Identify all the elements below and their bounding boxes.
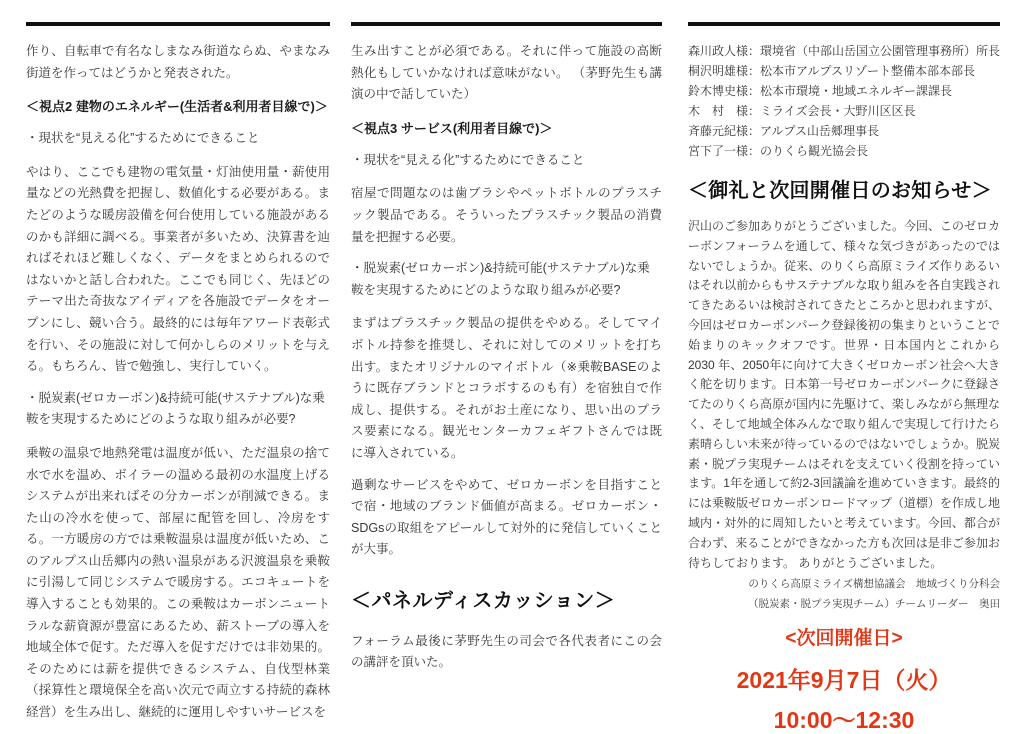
paragraph-insulation: 生み出すことが必須である。それに伴って施設の高断熱化もしていかなければ意味がない。 （茅野先生も講演の中で話していた）: [351, 44, 662, 102]
column-top-rule: [351, 22, 662, 26]
paragraph-continuation: 作り、自転車で有名なしまなみ街道ならぬ、やまなみ街道を作ってはどうかと発表された。: [26, 44, 330, 80]
column-top-rule: [26, 22, 330, 26]
thanks-announcement-heading: ＜御礼と次回開催日のお知らせ＞: [688, 180, 992, 202]
viewpoint3-heading: ＜視点3 サービス(利用者目線で)＞: [351, 120, 553, 136]
next-session-time: 10:00～12:30: [773, 707, 915, 734]
viewpoint2-heading: ＜視点2 建物のエネルギー(生活者&利用者目線で)＞: [26, 99, 328, 115]
attendee-row: 桐沢明雄様：松本市アルプスリゾート整備本部本部長: [688, 64, 976, 78]
paragraph-thanks: 沢山のご参加ありがとうございました。今回、このゼロカーボンフォーラムを通して、様々な気づきがあったのではないでしょうか。従来、のりくら高原ミライズ作りあるいはそれ以前からもサステナブルな取り組みを各自実践されてきたあるいは検討されてきたところかと思われますが、今回はゼロカーボンパーク登録後初の集まりということで始まりのキックオフです。世界・日本国内とこれから2030 年、2050年に向けて大きくゼロカーボン社会へ大きく舵を切ります。日本第一号ゼロカーボンパークに登録さてたのりくら高原が国内に先駆けて、楽しみながら無理なく、そして地域全体みんなで取り組んで実現して行けたら素晴らしい未来が待っているのではないでしょうか。脱炭素・脱プラ実現チームはそれを支えていく役割を持っています。1年を通して約2-3回議論を進めていきます。最終的には乗鞍版ゼロカーボンロードマップ（道標）を作成し地域内・対外的に周知したいと考えています。今回、都合が合わず、来ることができなかった方も次回は是非ご参加お待ちしております。 ありがとうございました。: [688, 219, 1001, 570]
signature-organization: のりくら高原ミライズ構想協議会 地域づくり分科会: [748, 578, 1000, 591]
bullet-zero-carbon-initiatives: ・脱炭素(ゼロカーボン)&持続可能(サステナブル)な乗鞍を実現するためにどのような取り組みが必要?: [26, 390, 325, 427]
attendee-row: 斉藤元紀様：アルプス山岳郷理事長: [688, 124, 880, 138]
paragraph-plastic-products: 宿屋で問題なのは歯ブラシやペットボトルのプラスチック製品である。そういったプラスチック製品の消費量を把握する必要。: [351, 186, 662, 244]
next-session-date: 2021年9月7日（火）: [736, 667, 952, 694]
attendee-row: 森川政人様：環境省（中部山岳国立公園管理事務所）所長: [688, 44, 1001, 58]
column-right: [688, 22, 1000, 734]
panel-discussion-heading: ＜パネルディスカッション＞: [351, 589, 616, 612]
column-left: [26, 22, 330, 734]
bullet-visualize-status: ・現状を“見える化”するためにできること: [26, 131, 260, 146]
column-top-rule: [688, 22, 1000, 26]
paragraph-brand-value: 過剰なサービスをやめて、ゼロカーボンを目指すことで宿・地域のブランド価値が高まる。ゼロカーボン・SDGsの取組をアピールして対外的に発信していくことが大事。: [351, 477, 662, 557]
attendee-row: 宮下了一様：のりくら観光協会長: [688, 144, 869, 158]
attendee-row: 鈴木博史様：松本市環境・地域エネルギー課課長: [688, 84, 953, 98]
paragraph-hotspring-energy: 乗鞍の温泉で地熱発電は温度が低い、ただ温泉の捨て水で水を温め、ボイラーの温める最初の水温度上げるシステムが出来ればその分カーボンが削減できる。また山の冷水を使って、部屋に配管を回し、冷房をする。一方暖房の方では乗鞍温泉は温度が低いため、このアルプス山岳郷内の熱い温泉がある沢渡温泉を乗鞍に引湯して同じシステムで暖房する。エコキュートを導入することも効果的。この乗鞍はカーボンニュートラルな薪資源が豊富にあるため、薪ストーブの導入を地域全体で促す。ただ導入を促すだけでは非効果的。そのためには薪を提供できるシステム、自伐型林業（採算性と環境保全を高い次元で両立する持続的森林経営）を生み出し、継続的に運用しやすいサービスを: [26, 445, 330, 720]
paragraph-panel-summary: フォーラム最後に茅野先生の司会で各代表者にこの会の講評を頂いた。: [351, 633, 662, 670]
attendee-row: 木 村 様：ミライズ会長・大野川区区長: [688, 104, 916, 118]
paragraph-my-bottle: まずはプラスチック製品の提供をやめる。そしてマイボトル持参を推奨し、それに対してのメリットを打ち出す。またオリジナルのマイボトル（※乗鞍BASEのように既存ブランドとコラボするのも有）を宿独自で作成し、提供する。それがお土産になり、思い出のプラス要素になる。観光センターカフェギフトさんでは既に導入されている。: [351, 316, 662, 460]
signature-team-leader: （脱炭素・脱プラ実現チーム）チームリーダー 奥田: [748, 597, 1000, 610]
paragraph-energy-metering: やはり、ここでも建物の電気量・灯油使用量・薪使用量などの光熱費を把握し、数値化する必要がある。またどのような暖房設備を何台使用している施設があるのかも詳細に調べる。事業者が多いため、決算書を辿ればそれほど難しくなく、データをまとめられるのではないかと話し合われた。ここでも同じく、先ほどのテーマ出た奇抜なアイディアを各施設でデータをオープンにし、競い合う。最終的には毎年アワード表彰式を行い、その施設に対して何かしらのメリットを与える。もちろん、皆で勉強し、実行していく。: [26, 164, 330, 374]
next-session-label: <次回開催日>: [785, 628, 903, 650]
bullet-visualize-status: ・現状を“見える化”するためにできること: [351, 152, 585, 167]
next-session-block: [688, 627, 1000, 734]
attendee-list: [688, 41, 1000, 161]
column-middle: [351, 22, 662, 684]
bullet-zero-carbon-initiatives: ・脱炭素(ゼロカーボン)&持続可能(サステナブル)な乗鞍を実現するためにどのような取り組みが必要?: [351, 261, 650, 297]
